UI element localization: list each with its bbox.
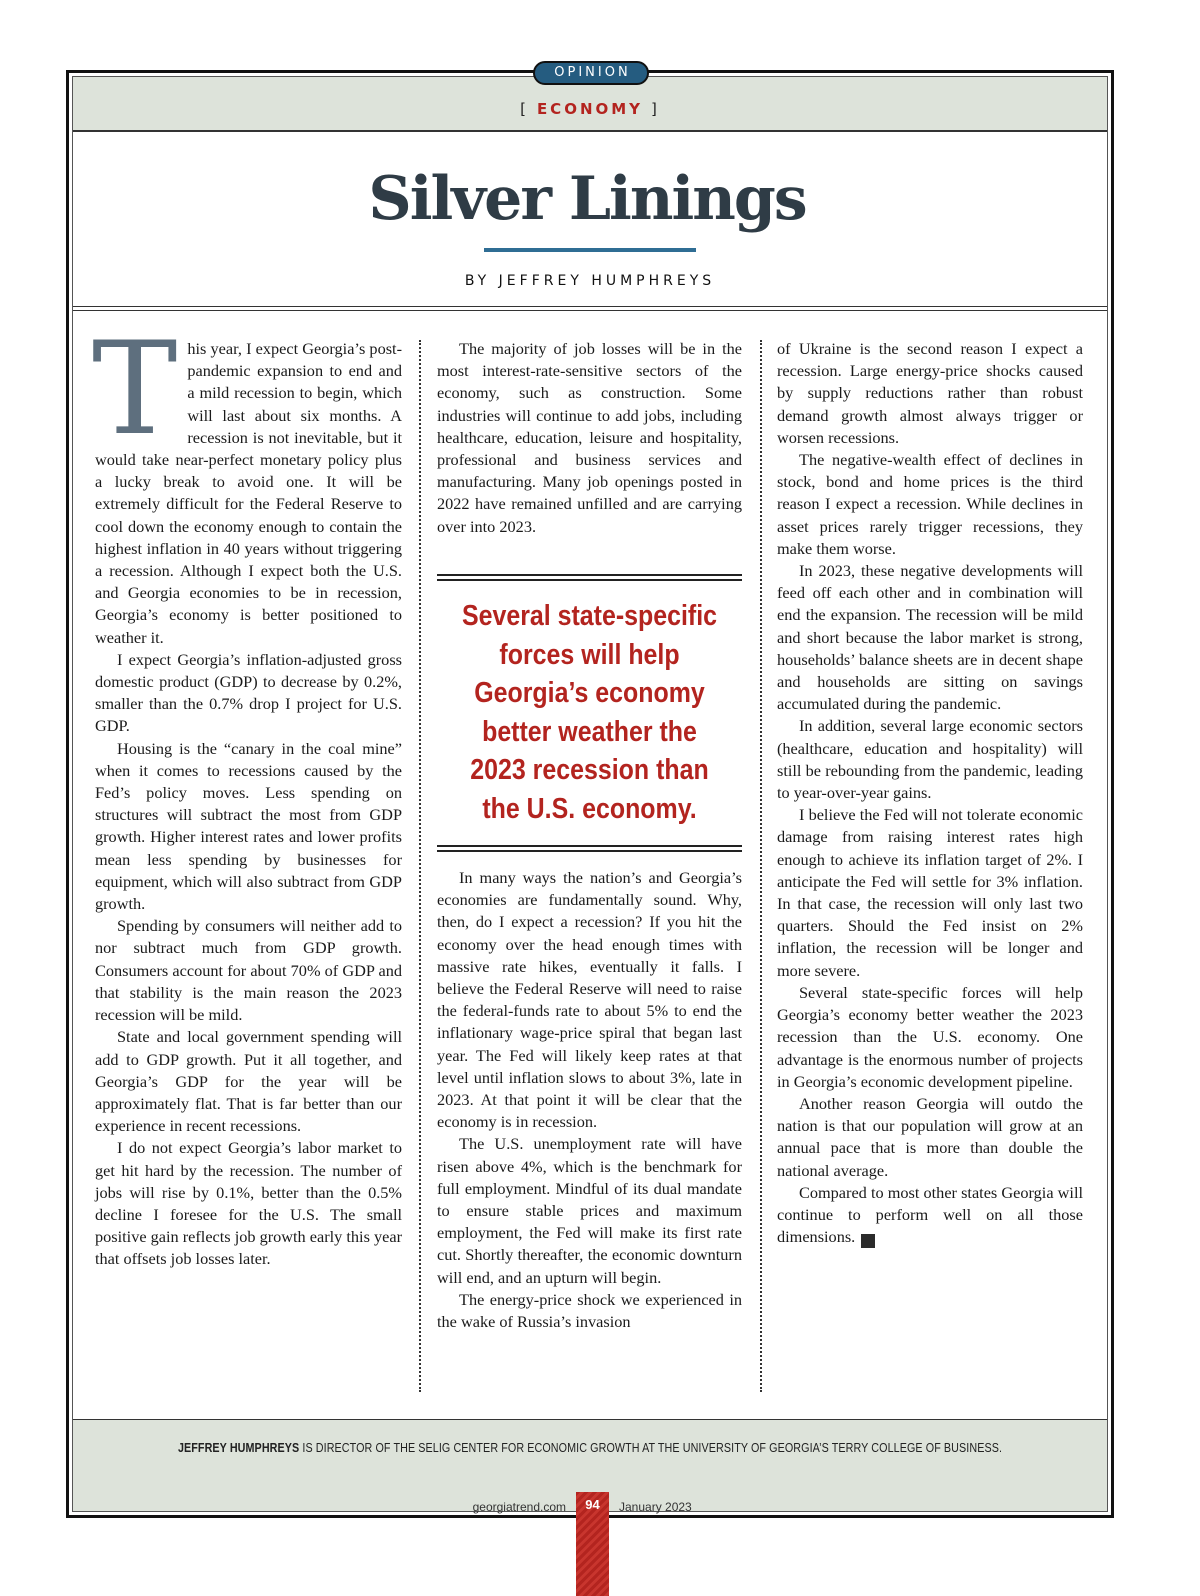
paragraph: Several state-specific forces will help Georgia’s economy better weather the 2023 recession than the U.S. economy. One advantage is the enormous number of projects in Georgia’s economic development pipeline. — [777, 982, 1083, 1091]
article-column-3 — [777, 338, 1083, 1248]
author-bio-name: JEFFREY HUMPHREYS — [177, 1441, 300, 1455]
paragraph: I do not expect Georgia’s labor market to get hit hard by the recession. The number of jobs will rise by 0.1%, better than the 0.5% decline I foresee for the U.S. The small positive gain reflects job growth early this year that offsets job losses later. — [95, 1138, 402, 1269]
footer-site: georgiatrend.com — [472, 1500, 566, 1514]
paragraph: I expect Georgia’s inflation-adjusted gross domestic product (GDP) to decrease by 0.2%, smaller than the 0.7% drop I project for U.S. GDP. — [95, 649, 402, 736]
opinion-kicker: OPINION — [533, 61, 649, 85]
paragraph: his year, I expect Georgia’s post-pandemic expansion to end and a mild recession to begin, which will last about six months. A recession is not inevitable, but it would take near-perfect monetary policy plus a lucky break to avoid one. It will be extremely difficult for the Federal Reserve to cool down the economy enough to contain the highest inflation in 40 years without triggering a recession. Although I expect both the U.S. and Georgia economies to be in recession, Georgia’s economy is better positioned to weather it. — [95, 339, 402, 647]
header-band-rule — [73, 130, 1107, 132]
pullquote-rule — [437, 574, 742, 576]
pullquote-rule — [437, 579, 742, 581]
section-label: ECONOMY — [536, 100, 644, 118]
author-bio-rule — [73, 1419, 1107, 1420]
section-bracket-open: [ — [520, 100, 529, 118]
section-bracket-close: ] — [651, 100, 660, 118]
page-number: 94 — [585, 1497, 600, 1512]
paragraph: Another reason Georgia will outdo the nation is that our population will grow at an annual pace that is more than double the national average. — [777, 1093, 1083, 1180]
article-column-2-top — [437, 338, 742, 538]
paragraph: In 2023, these negative developments will feed off each other and in combination will end the expansion. The recession will be mild and short because the labor market is strong, households’ balance sheets are in decent shape and households are sitting on savings accumulated during the pandemic. — [777, 561, 1083, 714]
paragraph: The energy-price shock we experienced in the wake of Russia’s invasion — [437, 1289, 742, 1332]
paragraph: Spending by consumers will neither add to nor subtract much from GDP growth. Consumers account for about 70% of GDP and that stability is the main reason the 2023 recession will be mild. — [95, 916, 402, 1025]
article-column-2-bottom — [437, 867, 742, 1333]
footer-issue: January 2023 — [619, 1500, 692, 1514]
article-column-1 — [92, 315, 402, 1271]
byline: BY JEFFREY HUMPHREYS — [464, 273, 716, 289]
column-divider — [419, 340, 421, 1392]
paragraph-final — [777, 1182, 1083, 1249]
paragraph: The majority of job losses will be in the most interest-rate-sensitive sectors of the economy, such as construction. Some industries will continue to add jobs, including healthcare, education, leisure and hospitality, professional and business services and manufacturing. Many job openings posted in 2022 have remained unfilled and are carrying over into 2023. — [437, 339, 742, 536]
byline-rule — [73, 306, 1107, 307]
pullquote-rule — [437, 845, 742, 847]
paragraph: The negative-wealth effect of declines in stock, bond and home prices is the third reason I expect a recession. While declines in asset prices rarely trigger recessions, they make them worse. — [777, 450, 1083, 558]
paragraph: In many ways the nation’s and Georgia’s economies are fundamentally sound. Why, then, do I expect a recession? If you hit the economy over the head enough times with massive rate hikes, eventually it falls. I believe the Federal Reserve will need to raise the federal-funds rate to about 5% to end the inflationary wage-price spiral that began last year. The Fed will likely keep rates at that level until inflation slows to about 3%, late in 2023. At that point it will be clear that the economy is in recession. — [437, 868, 742, 1132]
column-divider — [760, 340, 762, 1392]
title-underline — [484, 248, 696, 252]
paragraph: The U.S. unemployment rate will have risen above 4%, which is the benchmark for full employment. Mindful of its dual mandate to ensure stable prices and maximum employment, the Fed will make its first rate cut. Shortly thereafter, the economic downturn will end, and an upturn will begin. — [437, 1134, 742, 1287]
drop-cap: T — [92, 315, 178, 464]
section-tag — [0, 100, 1180, 118]
author-bio — [145, 1441, 1034, 1455]
paragraph: of Ukraine is the second reason I expect a recession. Large energy-price shocks caused by supply reductions rather than robust demand growth almost always trigger or worsen recessions. — [777, 339, 1083, 447]
paragraph: Housing is the “canary in the coal mine” when it comes to recessions caused by the Fed’s policy moves. Less spending on structures will subtract the most from GDP growth. Higher interest rates and lower profits mean less spending by businesses for equipment, which will also subtract from GDP growth. — [95, 738, 402, 914]
paragraph: I believe the Fed will not tolerate economic damage from raising interest rates high enough to achieve its inflation target of 2%. I anticipate the Fed will settle for 3% inflation. In that case, the recession will only last two quarters. Should the Fed insist on 2% inflation, the recession will be longer and more severe. — [777, 805, 1083, 980]
paragraph: In addition, several large economic sectors (healthcare, education and hospitality) will still be rebounding from the pandemic, leading to year-over-year gains. — [777, 716, 1083, 803]
article-title: Silver Linings — [368, 164, 806, 234]
pullquote-rule — [437, 850, 742, 852]
end-mark-icon: M — [861, 1234, 875, 1248]
author-bio-text: IS DIRECTOR OF THE SELIG CENTER FOR ECONOMIC GROWTH AT THE UNIVERSITY OF GEORGIA’S TERRY COLLEGE OF BUSINESS. — [299, 1441, 1003, 1455]
pull-quote: Several state-specific forces will help Georgia’s economy better weather the 2023 recession than the U.S. economy. — [461, 600, 718, 825]
paragraph: State and local government spending will add to GDP growth. Put it all together, and Georgia’s GDP for the year will be approximately flat. That is far better than our experience in recent recessions. — [95, 1027, 402, 1136]
paragraph-final-text: Compared to most other states Georgia will continue to perform well on all those dimensions. — [777, 1182, 1083, 1247]
byline-rule — [73, 310, 1107, 311]
